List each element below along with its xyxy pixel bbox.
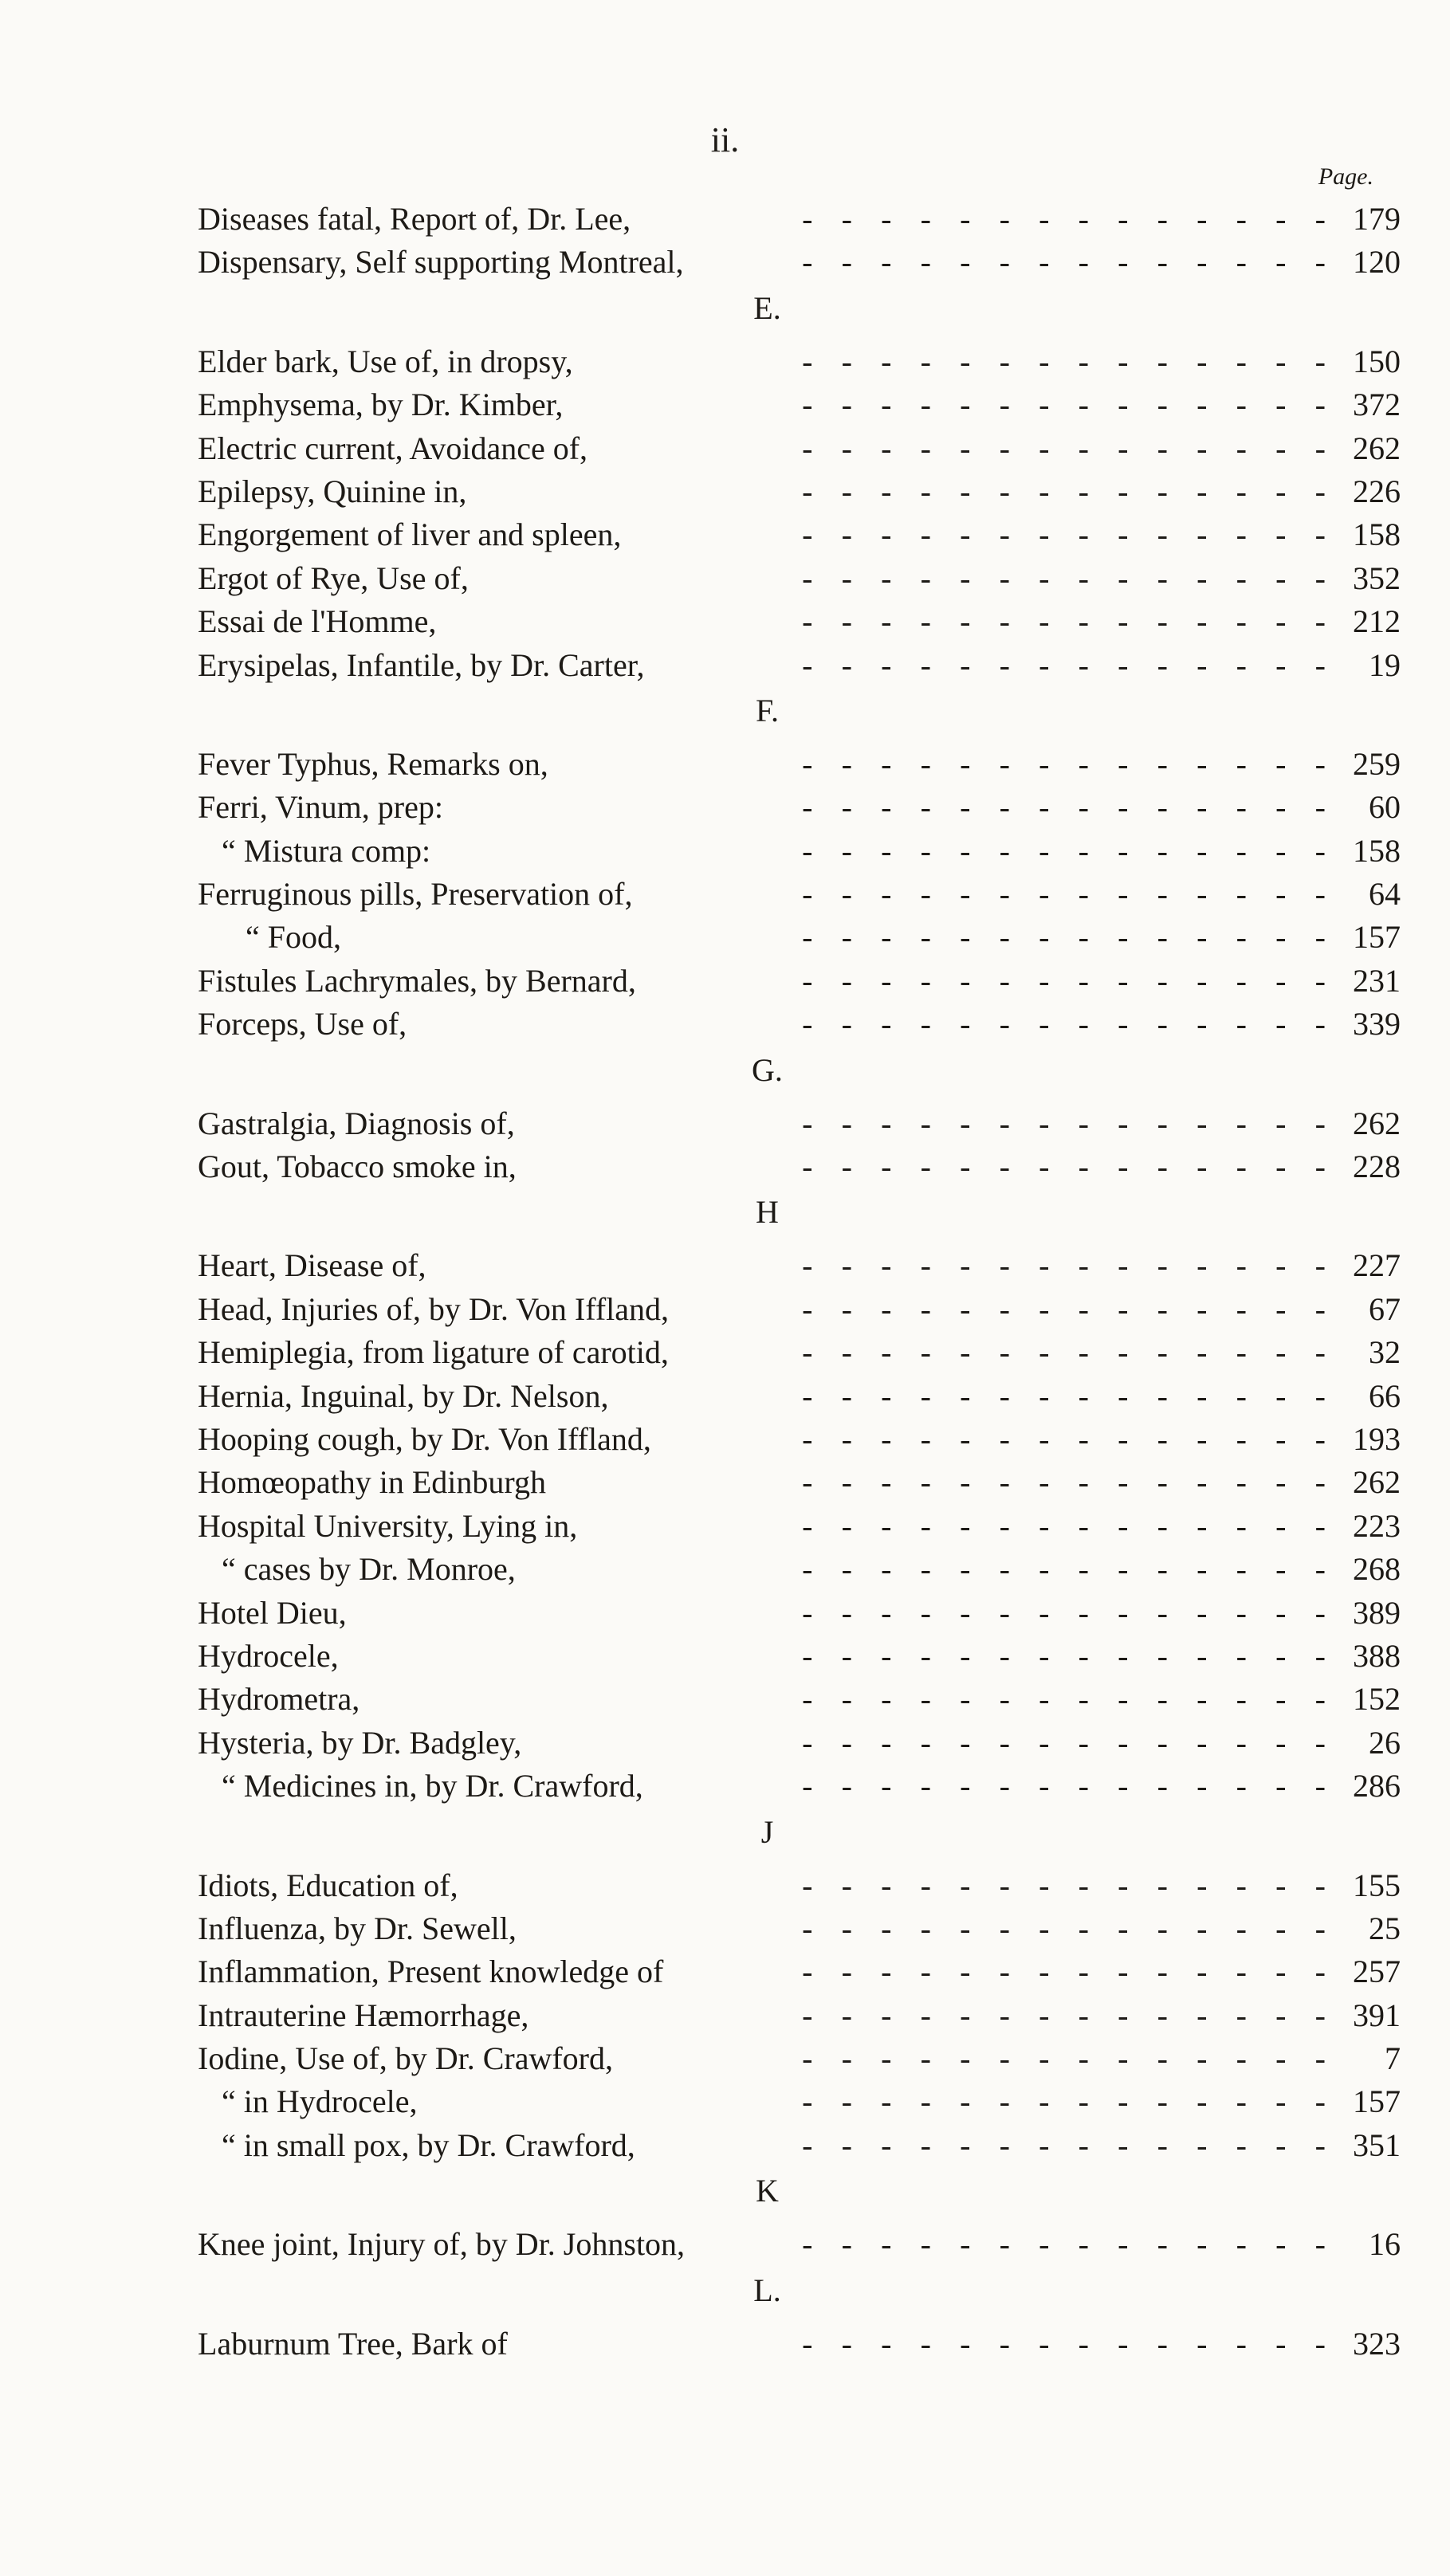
dot-leader: - - - - - - - - - - - - - - xyxy=(802,789,1326,826)
index-entry xyxy=(198,1548,1401,1591)
entry-text: Hotel Dieu, xyxy=(198,1594,347,1631)
index-entry xyxy=(198,470,1401,513)
entry-text: Hydrocele, xyxy=(198,1637,339,1674)
index-entry xyxy=(198,340,1401,383)
dot-leader: - - - - - - - - - - - - - - xyxy=(802,962,1326,999)
dot-leader: - - - - - - - - - - - - - - xyxy=(802,430,1326,466)
entry-page-number: 64 xyxy=(1369,876,1401,913)
section-letter: L. xyxy=(753,2272,781,2308)
entry-text: Elder bark, Use of, in dropsy, xyxy=(198,343,573,379)
entry-text: Forceps, Use of, xyxy=(198,1006,407,1043)
entry-text: Emphysema, by Dr. Kimber, xyxy=(198,387,564,423)
dot-leader: - - - - - - - - - - - - - - xyxy=(802,473,1326,509)
entry-text: “ in small pox, by Dr. Crawford, xyxy=(222,2126,635,2163)
entry-page-number: 351 xyxy=(1353,2126,1401,2163)
index-entry xyxy=(198,557,1401,600)
entry-page-number: 226 xyxy=(1353,473,1401,509)
index-entry xyxy=(198,786,1401,829)
dot-leader: - - - - - - - - - - - - - - xyxy=(802,1334,1326,1371)
dot-leader: - - - - - - - - - - - - - - xyxy=(802,1867,1326,1903)
dot-leader: - - - - - - - - - - - - - - xyxy=(802,1420,1326,1457)
index-entry xyxy=(198,2323,1401,2366)
dot-leader: - - - - - - - - - - - - - - xyxy=(802,516,1326,553)
entry-page-number: 157 xyxy=(1353,919,1401,956)
dot-leader: - - - - - - - - - - - - - - xyxy=(802,244,1326,281)
entry-text: Hospital University, Lying in, xyxy=(198,1507,578,1544)
entry-text: Heart, Disease of, xyxy=(198,1247,426,1284)
dot-leader: - - - - - - - - - - - - - - xyxy=(802,1377,1326,1414)
dot-leader: - - - - - - - - - - - - - - xyxy=(802,2040,1326,2077)
section-letter: J xyxy=(760,1813,774,1850)
index-entry xyxy=(198,1722,1401,1765)
entry-text: Homœopathy in Edinburgh xyxy=(198,1464,547,1501)
dot-leader: - - - - - - - - - - - - - - xyxy=(802,919,1326,956)
entry-page-number: 158 xyxy=(1353,516,1401,553)
entry-page-number: 262 xyxy=(1353,430,1401,466)
index-entry xyxy=(198,743,1401,786)
entry-text: Knee joint, Injury of, by Dr. Johnston, xyxy=(198,2226,686,2263)
entry-text: Intrauterine Hæmorrhage, xyxy=(198,1997,529,2033)
entry-page-number: 228 xyxy=(1353,1149,1401,1185)
page-number: ii. xyxy=(710,120,740,159)
entry-text: Dispensary, Self supporting Montreal, xyxy=(198,244,684,281)
entry-text: “ in Hydrocele, xyxy=(222,2083,418,2120)
entry-page-number: 262 xyxy=(1353,1464,1401,1501)
index-entry xyxy=(198,2223,1401,2266)
dot-leader: - - - - - - - - - - - - - - xyxy=(802,1464,1326,1501)
index-entry xyxy=(198,427,1401,470)
dot-leader: - - - - - - - - - - - - - - xyxy=(802,343,1326,379)
section-letter: E. xyxy=(753,289,781,326)
index-entry xyxy=(198,644,1401,687)
index-entry xyxy=(198,1102,1401,1145)
dot-leader: - - - - - - - - - - - - - - xyxy=(802,1247,1326,1284)
dot-leader: - - - - - - - - - - - - - - xyxy=(802,2083,1326,2120)
index-entry xyxy=(198,1145,1401,1188)
dot-leader: - - - - - - - - - - - - - - xyxy=(802,1681,1326,1718)
entry-page-number: 150 xyxy=(1353,343,1401,379)
entry-text: Influenza, by Dr. Sewell, xyxy=(198,1910,517,1946)
entry-text: Ergot of Rye, Use of, xyxy=(198,560,469,596)
dot-leader: - - - - - - - - - - - - - - xyxy=(802,560,1326,596)
index-entry xyxy=(198,1950,1401,1993)
entry-text: Fistules Lachrymales, by Bernard, xyxy=(198,962,636,999)
entry-text: Idiots, Education of, xyxy=(198,1867,458,1903)
index-entry xyxy=(198,1418,1401,1461)
entry-text: Inflammation, Present knowledge of xyxy=(198,1954,664,1990)
entry-text: Head, Injuries of, by Dr. Von Iffland, xyxy=(198,1290,670,1327)
entry-page-number: 26 xyxy=(1369,1724,1401,1761)
index-entry xyxy=(198,960,1401,1003)
entry-text: “ Food, xyxy=(246,919,341,956)
index-entry xyxy=(198,1288,1401,1331)
dot-leader: - - - - - - - - - - - - - - xyxy=(802,1910,1326,1946)
entry-text: Ferruginous pills, Preservation of, xyxy=(198,876,633,913)
dot-leader: - - - - - - - - - - - - - - xyxy=(802,1724,1326,1761)
index-entry xyxy=(198,873,1401,916)
index-entry xyxy=(198,2124,1401,2167)
dot-leader: - - - - - - - - - - - - - - xyxy=(802,1637,1326,1674)
entry-page-number: 231 xyxy=(1353,962,1401,999)
dot-leader: - - - - - - - - - - - - - - xyxy=(802,1149,1326,1185)
entry-page-number: 259 xyxy=(1353,745,1401,782)
dot-leader: - - - - - - - - - - - - - - xyxy=(802,1997,1326,2033)
entry-text: Hydrometra, xyxy=(198,1681,360,1718)
dot-leader: - - - - - - - - - - - - - - xyxy=(802,1507,1326,1544)
entry-page-number: 7 xyxy=(1385,2040,1401,2077)
index-entry xyxy=(198,1461,1401,1504)
entry-text: Hooping cough, by Dr. Von Iffland, xyxy=(198,1420,651,1457)
dot-leader: - - - - - - - - - - - - - - xyxy=(802,1105,1326,1141)
entry-page-number: 391 xyxy=(1353,1997,1401,2033)
section-letter: K xyxy=(756,2173,779,2209)
entry-page-number: 323 xyxy=(1353,2325,1401,2362)
index-entry xyxy=(198,513,1401,556)
dot-leader: - - - - - - - - - - - - - - xyxy=(802,646,1326,683)
entry-text: Engorgement of liver and spleen, xyxy=(198,516,622,553)
entry-text: “ Medicines in, by Dr. Crawford, xyxy=(222,1768,643,1804)
entry-page-number: 227 xyxy=(1353,1247,1401,1284)
dot-leader: - - - - - - - - - - - - - - xyxy=(802,2325,1326,2362)
entry-text: Electric current, Avoidance of, xyxy=(198,430,588,466)
dot-leader: - - - - - - - - - - - - - - xyxy=(802,876,1326,913)
entry-text: Hernia, Inguinal, by Dr. Nelson, xyxy=(198,1377,609,1414)
index-entry xyxy=(198,1331,1401,1374)
section-letter: G. xyxy=(752,1051,783,1088)
entry-text: Hysteria, by Dr. Badgley, xyxy=(198,1724,522,1761)
index-entry xyxy=(198,916,1401,959)
entry-text: Gout, Tobacco smoke in, xyxy=(198,1149,517,1185)
entry-text: Erysipelas, Infantile, by Dr. Carter, xyxy=(198,646,645,683)
section-letter: F. xyxy=(755,692,780,728)
entry-page-number: 25 xyxy=(1369,1910,1401,1946)
entry-text: Epilepsy, Quinine in, xyxy=(198,473,467,509)
index-entry xyxy=(198,1765,1401,1808)
entry-text: “ Mistura comp: xyxy=(222,832,431,869)
entry-text: Gastralgia, Diagnosis of, xyxy=(198,1105,515,1141)
dot-leader: - - - - - - - - - - - - - - xyxy=(802,201,1326,237)
index-entry xyxy=(198,383,1401,426)
dot-leader: - - - - - - - - - - - - - - xyxy=(802,2226,1326,2263)
entry-page-number: 157 xyxy=(1353,2083,1401,2120)
index-entry xyxy=(198,198,1401,241)
entry-page-number: 16 xyxy=(1369,2226,1401,2263)
index-entry xyxy=(198,1244,1401,1287)
entry-text: Laburnum Tree, Bark of xyxy=(198,2325,508,2362)
index-entry xyxy=(198,600,1401,643)
entry-page-number: 179 xyxy=(1353,201,1401,237)
index-entry xyxy=(198,1505,1401,1548)
entry-page-number: 389 xyxy=(1353,1594,1401,1631)
index-entry xyxy=(198,2080,1401,2123)
section-letter: H xyxy=(756,1194,779,1231)
index-entry xyxy=(198,1635,1401,1678)
index-entry xyxy=(198,830,1401,873)
entry-text: Ferri, Vinum, prep: xyxy=(198,789,443,826)
dot-leader: - - - - - - - - - - - - - - xyxy=(802,1551,1326,1588)
dot-leader: - - - - - - - - - - - - - - xyxy=(802,1290,1326,1327)
entry-page-number: 372 xyxy=(1353,387,1401,423)
dot-leader: - - - - - - - - - - - - - - xyxy=(802,2126,1326,2163)
entry-page-number: 152 xyxy=(1353,1681,1401,1718)
dot-leader: - - - - - - - - - - - - - - xyxy=(802,603,1326,640)
entry-page-number: 223 xyxy=(1353,1507,1401,1544)
entry-page-number: 120 xyxy=(1353,244,1401,281)
index-entry xyxy=(198,241,1401,284)
entry-text: “ cases by Dr. Monroe, xyxy=(222,1551,516,1588)
entry-page-number: 388 xyxy=(1353,1637,1401,1674)
entry-text: Essai de l'Homme, xyxy=(198,603,437,640)
entry-page-number: 268 xyxy=(1353,1551,1401,1588)
entry-page-number: 257 xyxy=(1353,1954,1401,1990)
entry-page-number: 67 xyxy=(1369,1290,1401,1327)
index-entry xyxy=(198,1592,1401,1635)
entry-page-number: 158 xyxy=(1353,832,1401,869)
page-column-label: Page. xyxy=(1318,163,1373,190)
entry-text: Fever Typhus, Remarks on, xyxy=(198,745,548,782)
entry-page-number: 66 xyxy=(1369,1377,1401,1414)
entry-page-number: 193 xyxy=(1353,1420,1401,1457)
index-entry xyxy=(198,1003,1401,1046)
index-entry xyxy=(198,1375,1401,1418)
dot-leader: - - - - - - - - - - - - - - xyxy=(802,1768,1326,1804)
entry-page-number: 19 xyxy=(1369,646,1401,683)
index-entry xyxy=(198,2037,1401,2080)
index-entry xyxy=(198,1907,1401,1950)
index-list xyxy=(198,198,1401,2366)
entry-page-number: 262 xyxy=(1353,1105,1401,1141)
dot-leader: - - - - - - - - - - - - - - xyxy=(802,387,1326,423)
entry-text: Diseases fatal, Report of, Dr. Lee, xyxy=(198,201,631,237)
entry-page-number: 339 xyxy=(1353,1006,1401,1043)
index-entry xyxy=(198,1994,1401,2037)
entry-page-number: 352 xyxy=(1353,560,1401,596)
entry-page-number: 60 xyxy=(1369,789,1401,826)
entry-page-number: 212 xyxy=(1353,603,1401,640)
dot-leader: - - - - - - - - - - - - - - xyxy=(802,1954,1326,1990)
entry-text: Iodine, Use of, by Dr. Crawford, xyxy=(198,2040,613,2077)
index-entry xyxy=(198,1678,1401,1721)
entry-page-number: 32 xyxy=(1369,1334,1401,1371)
dot-leader: - - - - - - - - - - - - - - xyxy=(802,1006,1326,1043)
dot-leader: - - - - - - - - - - - - - - xyxy=(802,1594,1326,1631)
dot-leader: - - - - - - - - - - - - - - xyxy=(802,745,1326,782)
entry-text: Hemiplegia, from ligature of carotid, xyxy=(198,1334,669,1371)
entry-page-number: 286 xyxy=(1353,1768,1401,1804)
dot-leader: - - - - - - - - - - - - - - xyxy=(802,832,1326,869)
entry-page-number: 155 xyxy=(1353,1867,1401,1903)
index-entry xyxy=(198,1864,1401,1907)
